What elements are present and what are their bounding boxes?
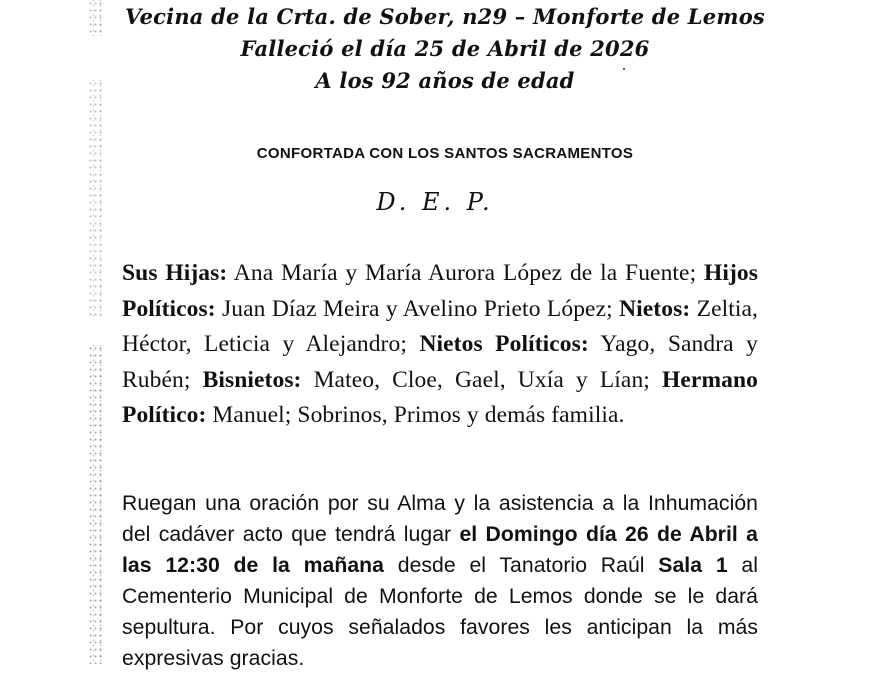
notice-text-3: al Cementerio Municipal de Monforte de Lemos donde se le dará sepultura. Por cuyos señalados favores les anticipan la más expresivas gracias.: [122, 554, 759, 670]
burial-date-time: el Domingo día 26 de Abril a las 12:30 de la mañana: [122, 523, 758, 577]
brother-in-law-and-others: Manuel; Sobrinos, Primos y demás familia.: [206, 402, 625, 428]
dep-heading: D. E. P.: [376, 188, 494, 216]
notice-text-1: Ruegan una oración por su Alma y la asistencia a la Inhumación del cadáver acto que tendrá lugar: [122, 492, 758, 546]
grandchildren-in-law-label: Nietos Políticos:: [419, 331, 589, 357]
in-laws-names: Juan Díaz Meira y Avelino Prieto López;: [215, 295, 620, 322]
burial-notice-paragraph: [122, 488, 758, 674]
great-grandchildren-names: Mateo, Cloe, Gael, Uxía y Lían;: [301, 366, 662, 393]
family-paragraph: [122, 256, 758, 434]
residence-line: Vecina de la Crta. de Sober, n29 – Monforte de Lemos: [125, 4, 765, 29]
sacraments-heading: CONFORTADA CON LOS SANTOS SACRAMENTOS: [256, 145, 634, 162]
grandchildren-names: Zeltia, Héctor, Leticia y Alejandro;: [122, 295, 758, 357]
great-grandchildren-label: Bisnietos:: [202, 366, 302, 393]
scan-speck: [623, 68, 625, 70]
scan-edge-bottom: [88, 345, 102, 664]
grandchildren-in-law-names: Yago, Sandra y Rubén;: [122, 331, 758, 393]
age-line: A los 92 años de edad: [315, 68, 575, 93]
daughters-label: Sus Hijas:: [122, 260, 228, 286]
in-laws-label: Hijos Políticos:: [122, 260, 759, 322]
notice-text-2: desde el Tanatorio Raúl: [384, 554, 659, 577]
brother-in-law-label: Hermano Político:: [122, 366, 758, 428]
daughters-names: Ana María y María Aurora López de la Fuente;: [227, 260, 704, 286]
death-date-line: Falleció el día 25 de Abril de 2026: [240, 36, 650, 61]
funeral-room: Sala 1: [658, 554, 728, 577]
grandchildren-label: Nietos:: [619, 295, 691, 322]
